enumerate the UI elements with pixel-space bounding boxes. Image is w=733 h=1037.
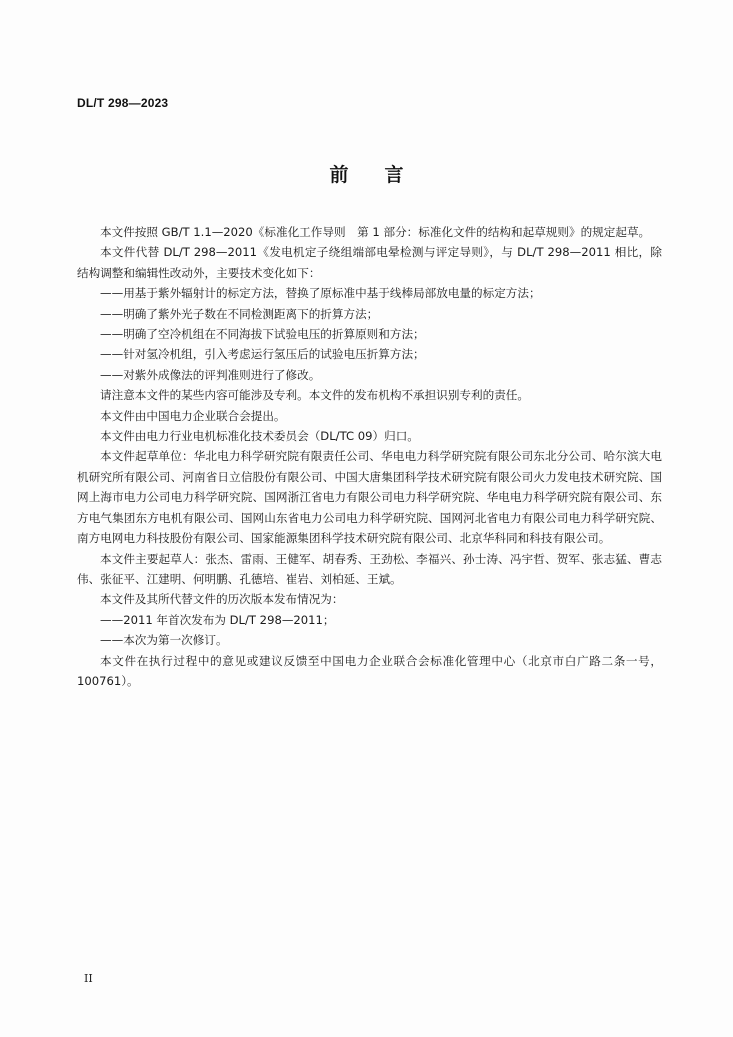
- paragraph-proposed-by: 本文件由中国电力企业联合会提出。: [100, 408, 286, 423]
- paragraph-feedback: 本文件在执行过程中的意见或建议反馈至中国电力企业联合会标准化管理中心（北京市白广路二条一号，100761）。: [77, 653, 662, 688]
- paragraph-drafting-rules: 本文件按照 GB/T 1.1—2020《标准化工作导则 第 1 部分：标准化文件的结构和起草规则》的规定起草。: [100, 225, 651, 239]
- paragraph-drafters: 本文件主要起草人：张杰、雷雨、王健军、胡春秀、王劲松、李福兴、孙士涛、冯宇哲、贺军、张志猛、曹志伟、张征平、江建明、何明鹏、孔德培、崔岩、刘柏延、王斌。: [77, 551, 662, 586]
- paragraph-patent-notice: 请注意本文件的某些内容可能涉及专利。本文件的发布机构不承担识别专利的责任。: [100, 388, 529, 403]
- paragraph-centralized-by: 本文件由电力行业电机标准化技术委员会（DL/TC 09）归口。: [100, 429, 419, 444]
- document-code: DL/T 298—2023: [77, 96, 169, 110]
- paragraph-drafting-units: 本文件起草单位：华北电力科学研究院有限责任公司、华电电力科学研究院有限公司东北分公司、哈尔滨大电机研究所有限公司、河南省日立信股份有限公司、中国大唐集团科学技术研究院有限公司火力发电技术研究院、国网上海市电力公司电力科学研究院、国网浙江省电力有限公司电力科学研究院、华电电力科学研究院有限公司、东方电气集团东方电机有限公司、国网山东省电力公司电力科学研究院、国网河北省电力有限公司电力科学研究院、南方电网电力科技股份有限公司、国家能源集团科学技术研究院有限公司、北京华科同和科技有限公司。: [77, 449, 662, 546]
- paragraph-history-intro: 本文件及其所代替文件的历次版本发布情况为：: [100, 592, 344, 607]
- history-item: ——2011 年首次发布为 DL/T 298—2011；: [100, 612, 335, 627]
- paragraph-replaces: 本文件代替 DL/T 298—2011《发电机定子绕组端部电晕检测与评定导则》，与 DL/T 298—2011 相比，除结构调整和编辑性改动外，主要技术变化如下：: [77, 245, 662, 280]
- change-item: ——明确了空冷机组在不同海拔下试验电压的折算原则和方法；: [100, 327, 425, 342]
- history-item: ——本次为第一次修订。: [100, 633, 228, 648]
- change-item: ——对紫外成像法的评判准则进行了修改。: [100, 367, 321, 382]
- foreword-body: [77, 222, 662, 691]
- page-number: II: [84, 972, 93, 985]
- change-item: ——针对氢冷机组，引入考虑运行氢压后的试验电压折算方法；: [100, 347, 425, 362]
- change-item: ——用基于紫外辐射计的标定方法，替换了原标准中基于线棒局部放电量的标定方法；: [100, 286, 541, 301]
- change-item: ——明确了紫外光子数在不同检测距离下的折算方法；: [100, 306, 379, 321]
- title-char-2: 言: [384, 164, 404, 186]
- page-title: [0, 160, 733, 187]
- title-char-1: 前: [329, 164, 349, 186]
